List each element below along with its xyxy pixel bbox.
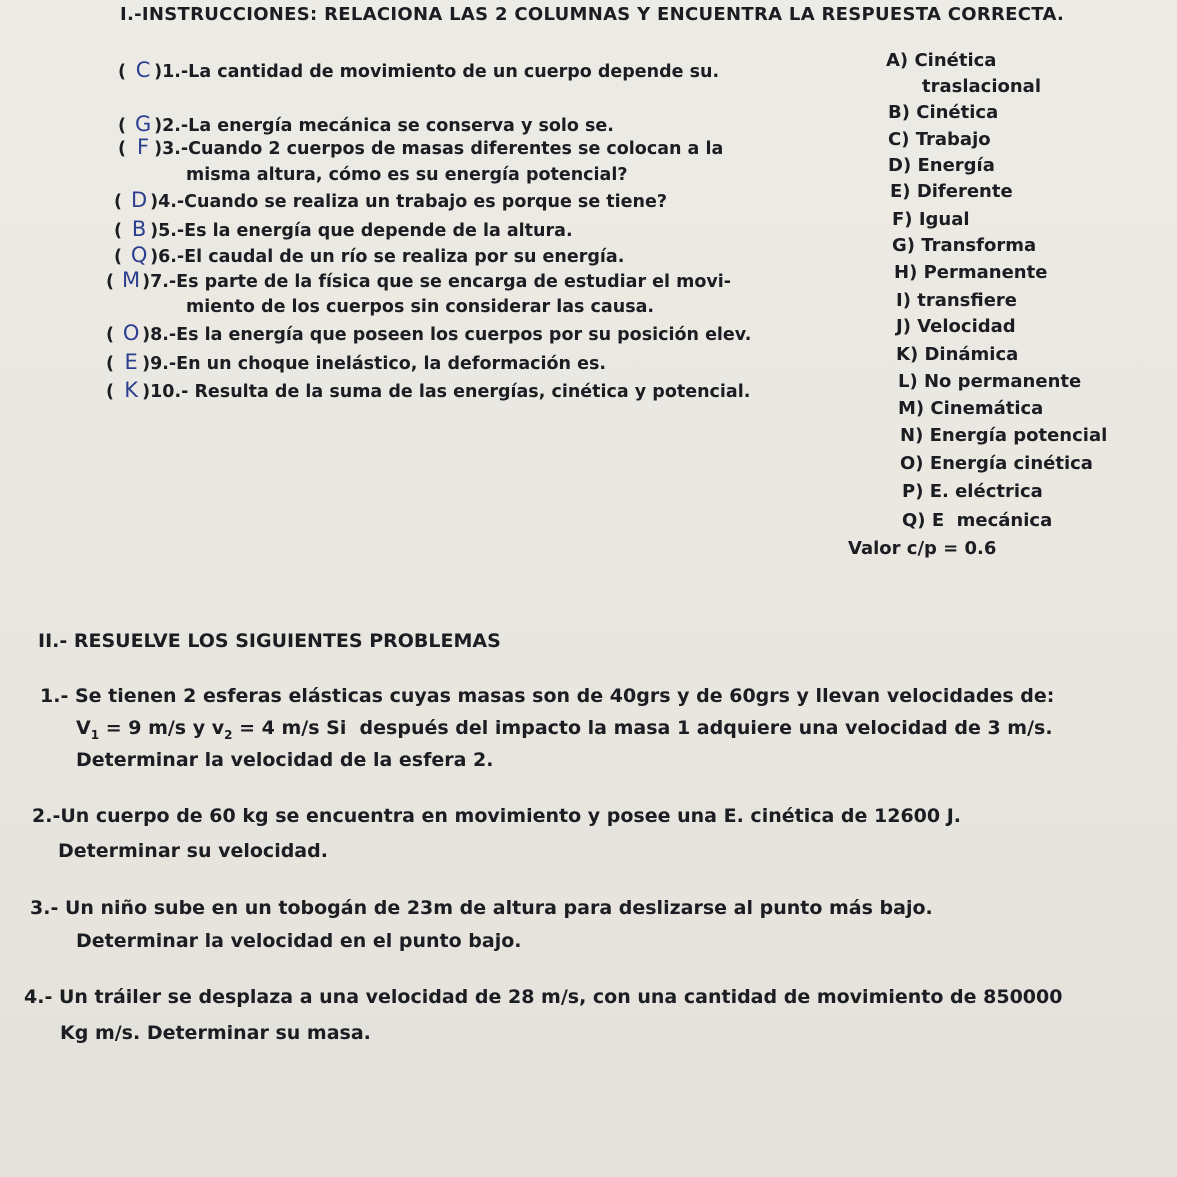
option-text: Energía: [917, 155, 995, 176]
option-letter: K): [896, 344, 919, 365]
question-5: ( B )5.-Es la energía que depende de la altura.: [114, 217, 573, 241]
question-4: ( D )4.-Cuando se realiza un trabajo es porque se tiene?: [114, 188, 668, 212]
question-text: )2.-La energía mecánica se conserva y solo se.: [154, 116, 614, 136]
option-letter: G): [892, 235, 916, 256]
option-letter: N): [900, 425, 924, 446]
option-F: [892, 209, 970, 230]
option-letter: B): [888, 102, 910, 123]
handwritten-answer: C: [135, 58, 151, 82]
question-text: )10.- Resulta de la suma de las energías, cinética y potencial.: [142, 382, 751, 402]
question-9: ( E )9.-En un choque inelástico, la deformación es.: [106, 350, 607, 374]
velocity-1-subscript: 1: [90, 727, 100, 742]
problem-1-line-2: [76, 717, 1053, 742]
option-text: No permanente: [923, 371, 1082, 392]
option-text: Energía cinética: [929, 453, 1093, 474]
handwritten-answer: B: [131, 217, 147, 241]
option-B: [888, 102, 998, 123]
option-N: [900, 425, 1107, 446]
question-8: ( O )8.-Es la energía que poseen los cuerpos por su posición elev.: [106, 321, 752, 345]
handwritten-answer: D: [131, 188, 148, 212]
section2-heading: II.- RESUELVE LOS SIGUIENTES PROBLEMAS: [38, 630, 501, 652]
option-letter: J): [896, 316, 911, 337]
velocity-1-symbol: V: [76, 717, 91, 739]
handwritten-answer: M: [122, 268, 141, 292]
option-text: Energía potencial: [929, 425, 1108, 446]
option-letter: F): [892, 209, 913, 230]
question-text: )9.-En un choque inelástico, la deformación es.: [142, 354, 607, 374]
problem-4-line-1: 4.- Un tráiler se desplaza a una velocidad de 28 m/s, con una cantidad de movimiento de 850000: [24, 986, 1063, 1008]
option-P: [902, 481, 1043, 502]
option-letter: P): [902, 481, 924, 502]
problem-1-line-3: Determinar la velocidad de la esfera 2.: [76, 749, 494, 771]
option-I: [896, 290, 1017, 311]
question-2: ( G )2.-La energía mecánica se conserva y solo se.: [118, 112, 614, 136]
problem-4-line-2: Kg m/s. Determinar su masa.: [60, 1022, 371, 1044]
question-1: ( C )1.-La cantidad de movimiento de un cuerpo depende su.: [118, 58, 720, 82]
question-text: )8.-Es la energía que poseen los cuerpos por su posición elev.: [142, 325, 752, 345]
handwritten-answer: E: [124, 350, 138, 374]
option-letter: H): [894, 262, 918, 283]
option-text: transfiere: [917, 290, 1018, 311]
question-text: )4.-Cuando se realiza un trabajo es porque se tiene?: [150, 192, 668, 212]
option-letter: C): [888, 129, 910, 150]
option-text: Trabajo: [915, 129, 991, 150]
problem-2-line-2: Determinar su velocidad.: [58, 840, 328, 862]
question-3: ( F )3.-Cuando 2 cuerpos de masas diferentes se colocan a la: [118, 135, 724, 159]
option-text: Cinética: [914, 50, 997, 71]
option-text: Cinemática: [930, 398, 1044, 419]
question-3-continuation: misma altura, cómo es su energía potencial?: [186, 165, 628, 185]
option-text: Permanente: [923, 262, 1048, 283]
option-letter: Q): [902, 510, 926, 531]
question-6: ( Q )6.-El caudal de un río se realiza por su energía.: [114, 243, 625, 267]
option-H: [894, 262, 1047, 283]
question-text: )1.-La cantidad de movimiento de un cuerpo depende su.: [154, 62, 720, 82]
option-letter: L): [898, 371, 918, 392]
option-K: [896, 344, 1018, 365]
option-J: [896, 316, 1016, 337]
option-letter: D): [888, 155, 912, 176]
question-10: ( K )10.- Resulta de la suma de las energías, cinética y potencial.: [106, 378, 751, 402]
option-text: Cinética: [916, 102, 999, 123]
option-letter: E): [890, 181, 911, 202]
question-7: ( M )7.-Es parte de la física que se encarga de estudiar el movi-: [106, 268, 732, 292]
handwritten-answer: Q: [130, 243, 148, 267]
point-value: Valor c/p = 0.6: [848, 538, 997, 559]
option-letter: M): [898, 398, 925, 419]
option-text: E mecánica: [931, 510, 1053, 531]
option-O: [900, 453, 1093, 474]
problem-2-line-1: 2.-Un cuerpo de 60 kg se encuentra en movimiento y posee una E. cinética de 12600 J.: [32, 805, 962, 827]
option-Q: [902, 510, 1052, 531]
option-A-continuation: traslacional: [922, 76, 1041, 97]
option-text: Velocidad: [917, 316, 1016, 337]
option-E: [890, 181, 1013, 202]
option-L: [898, 371, 1081, 392]
option-text: E. eléctrica: [929, 481, 1043, 502]
question-text: )7.-Es parte de la física que se encarga de estudiar el movi-: [142, 272, 732, 292]
velocity-2-symbol: v: [211, 717, 225, 739]
option-letter: A): [886, 50, 909, 71]
option-G: [892, 235, 1036, 256]
option-text: Dinámica: [924, 344, 1019, 365]
velocity-2-value: = 4 m/s Si después del impacto la masa 1 adquiere una velocidad de 3 m/s.: [232, 717, 1053, 739]
option-D: [888, 155, 995, 176]
option-M: [898, 398, 1043, 419]
option-text: Transforma: [921, 235, 1037, 256]
question-text: )3.-Cuando 2 cuerpos de masas diferentes se colocan a la: [154, 139, 724, 159]
option-text: Igual: [918, 209, 970, 230]
velocity-1-value: = 9 m/s y: [99, 717, 212, 739]
handwritten-answer: K: [124, 378, 138, 402]
handwritten-answer: O: [122, 321, 140, 345]
option-letter: I): [896, 290, 911, 311]
problem-1-line-1: 1.- Se tienen 2 esferas elásticas cuyas masas son de 40grs y de 60grs y llevan velocidades de:: [40, 685, 1055, 707]
section1-heading: I.-INSTRUCCIONES: RELACIONA LAS 2 COLUMNAS Y ENCUENTRA LA RESPUESTA CORRECTA.: [120, 4, 1065, 25]
option-A: [886, 50, 996, 71]
option-text: Diferente: [916, 181, 1013, 202]
handwritten-answer: F: [137, 135, 150, 159]
handwritten-answer: G: [134, 112, 152, 136]
question-7-continuation: miento de los cuerpos sin considerar las causa.: [186, 297, 655, 317]
option-letter: O): [900, 453, 924, 474]
problem-3-line-1: 3.- Un niño sube en un tobogán de 23m de altura para deslizarse al punto más bajo.: [30, 897, 933, 919]
question-text: )5.-Es la energía que depende de la altura.: [150, 221, 573, 241]
option-C: [888, 129, 991, 150]
velocity-2-subscript: 2: [224, 727, 233, 742]
question-text: )6.-El caudal de un río se realiza por su energía.: [150, 247, 625, 267]
problem-3-line-2: Determinar la velocidad en el punto bajo.: [76, 930, 522, 952]
